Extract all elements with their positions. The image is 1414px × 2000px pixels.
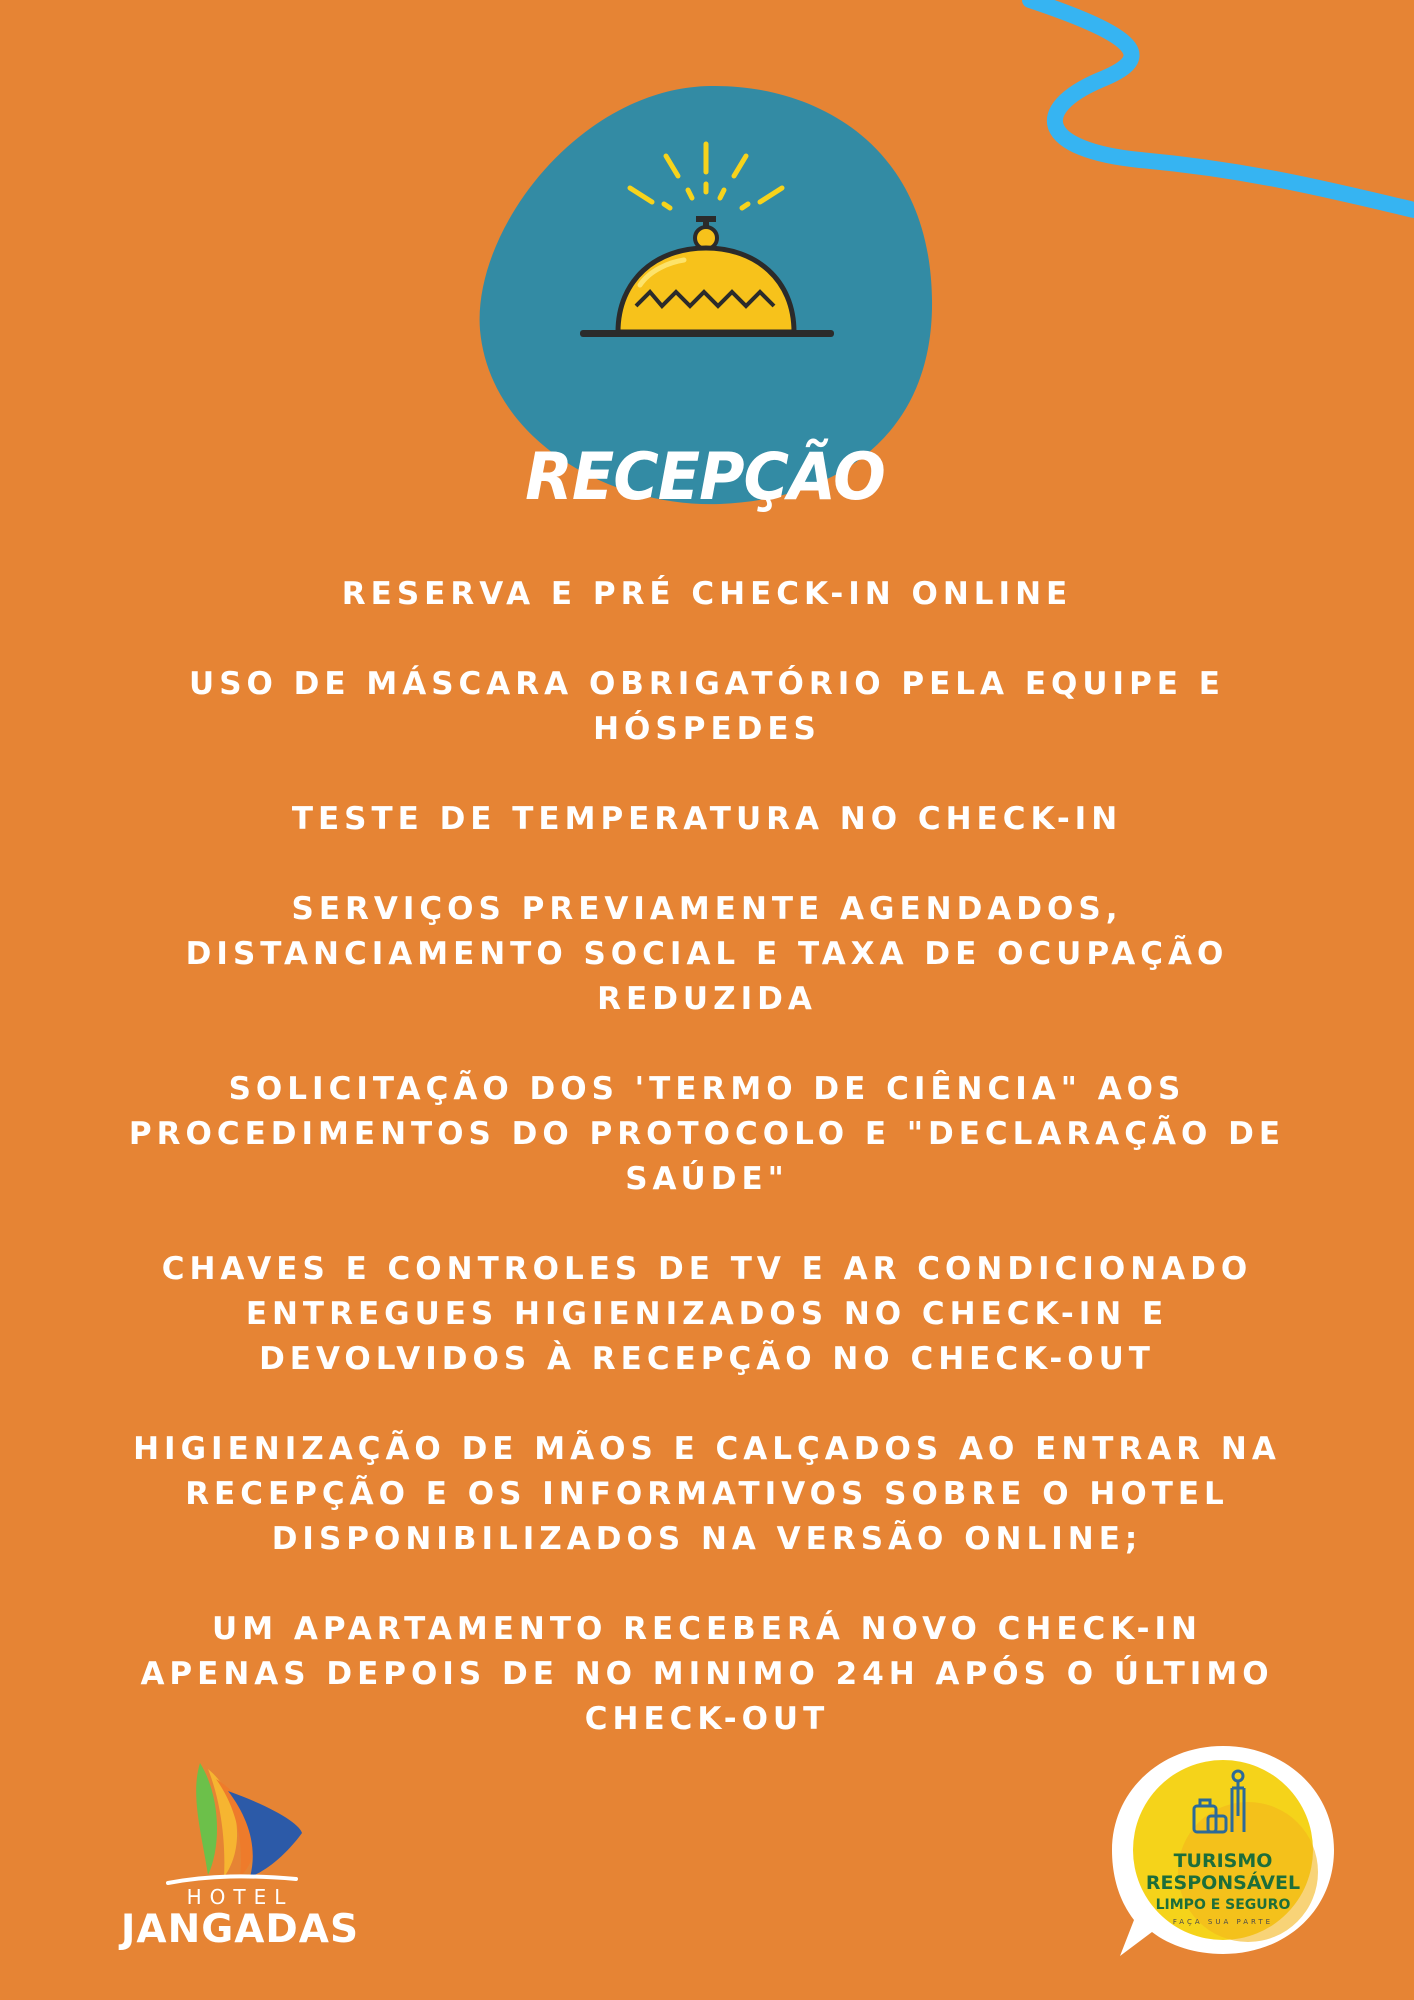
list-item: SERVIÇOS PREVIAMENTE AGENDADOS, DISTANCIAMENTO SOCIAL E TAXA DE OCUPAÇÃO REDUZIDA <box>185 891 1229 1017</box>
seal-tagline: FAÇA SUA PARTE <box>1172 1918 1274 1926</box>
page-title: RECEPÇÃO <box>525 438 885 515</box>
list-item: UM APARTAMENTO RECEBERÁ NOVO CHECK-IN APENAS DEPOIS DE NO MINIMO 24H APÓS O ÚLTIMO CHECK-OUT <box>140 1611 1274 1737</box>
seal-title-line1: TURISMO <box>1173 1850 1273 1872</box>
seal-subtitle: LIMPO E SEGURO <box>1155 1897 1291 1913</box>
seal-title-line2: RESPONSÁVEL <box>1145 1872 1301 1894</box>
hotel-logo <box>90 1755 390 1955</box>
list-item: USO DE MÁSCARA OBRIGATÓRIO PELA EQUIPE E HÓSPEDES <box>189 666 1225 747</box>
list-item: RESERVA E PRÉ CHECK-IN ONLINE <box>341 576 1073 612</box>
list-item: TESTE DE TEMPERATURA NO CHECK-IN <box>291 801 1123 837</box>
list-item: SOLICITAÇÃO DOS 'TERMO DE CIÊNCIA" AOS PROCEDIMENTOS DO PROTOCOLO E "DECLARAÇÃO DE SAÚDE" <box>128 1071 1286 1197</box>
safe-tourism-seal <box>1108 1742 1338 1964</box>
logo-brand-name: JANGADAS <box>120 1907 360 1952</box>
reception-badge <box>470 80 940 515</box>
jangadas-sail-logo <box>90 1755 390 1895</box>
list-item: CHAVES E CONTROLES DE TV E AR CONDICIONADO ENTREGUES HIGIENIZADOS NO CHECK-IN E DEVOLVIDOS À RECEPÇÃO NO CHECK-OUT <box>161 1251 1253 1377</box>
logo-hotel-label: HOTEL <box>186 1885 294 1909</box>
list-item: HIGIENIZAÇÃO DE MÃOS E CALÇADOS AO ENTRAR NA RECEPÇÃO E OS INFORMATIVOS SOBRE O HOTEL DISPONIBILIZADOS NA VERSÃO ONLINE; <box>133 1431 1281 1557</box>
protocol-list <box>120 572 1294 1787</box>
